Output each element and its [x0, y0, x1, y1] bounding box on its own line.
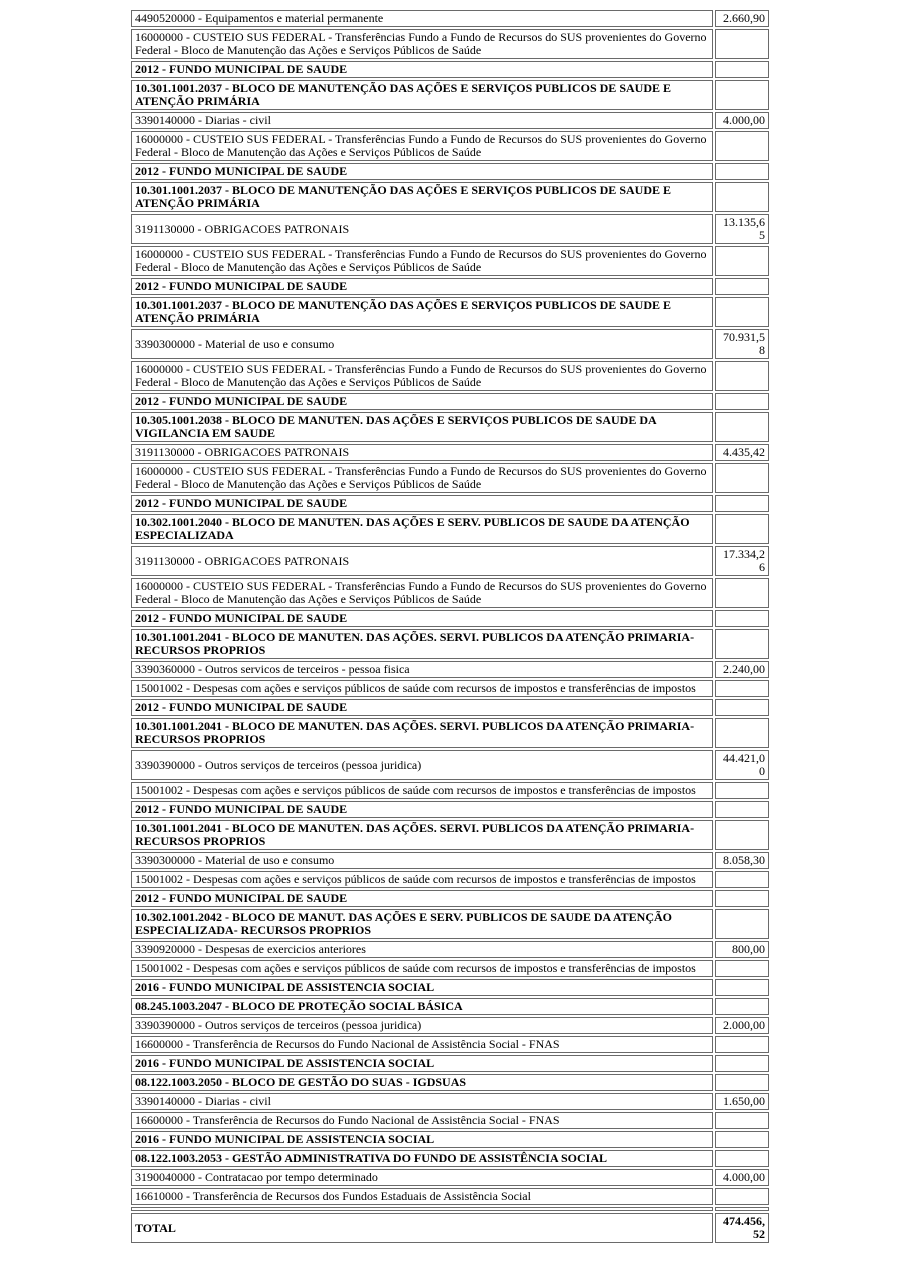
expense-description: 4490520000 - Equipamentos e material permanente [131, 10, 713, 27]
fund-header-description: 2012 - FUNDO MUNICIPAL DE SAUDE [131, 610, 713, 627]
expense-value: 4.000,00 [715, 112, 769, 129]
fund-header-value [715, 163, 769, 180]
funding-source-value [715, 1188, 769, 1205]
expense-value: 2.240,00 [715, 661, 769, 678]
fund-header-value [715, 699, 769, 716]
program-header-value [715, 718, 769, 748]
expense-row [131, 444, 769, 461]
expense-description: 3191130000 - OBRIGACOES PATRONAIS [131, 214, 713, 244]
program-header-row [131, 1150, 769, 1167]
funding-source-description: 15001002 - Despesas com ações e serviços públicos de saúde com recursos de impostos e transferências de impostos [131, 680, 713, 697]
funding-source-description: 16000000 - CUSTEIO SUS FEDERAL - Transferências Fundo a Fundo de Recursos do SUS provenientes do Governo Federal - Bloco de Manutenção das Ações e Serviços Públicos de Saúde [131, 246, 713, 276]
program-header-description: 10.301.1001.2037 - BLOCO DE MANUTENÇÃO DAS AÇÕES E SERVIÇOS PUBLICOS DE SAUDE E ATENÇÃO PRIMÁRIA [131, 182, 713, 212]
expense-value: 800,00 [715, 941, 769, 958]
expense-description: 3390140000 - Diarias - civil [131, 112, 713, 129]
fund-header-value [715, 890, 769, 907]
fund-header-description: 2012 - FUNDO MUNICIPAL DE SAUDE [131, 495, 713, 512]
expense-description: 3390360000 - Outros servicos de terceiros - pessoa fisica [131, 661, 713, 678]
fund-header-row [131, 699, 769, 716]
funding-source-value [715, 578, 769, 608]
fund-header-value [715, 1131, 769, 1148]
expense-value: 2.660,90 [715, 10, 769, 27]
program-header-description: 10.302.1001.2042 - BLOCO DE MANUT. DAS AÇÕES E SERV. PUBLICOS DE SAUDE DA ATENÇÃO ESPECIALIZADA- RECURSOS PROPRIOS [131, 909, 713, 939]
expense-row [131, 329, 769, 359]
total-label: TOTAL [131, 1213, 713, 1243]
funding-source-value [715, 131, 769, 161]
fund-header-value [715, 801, 769, 818]
fund-header-row [131, 1055, 769, 1072]
expense-value: 4.435,42 [715, 444, 769, 461]
funding-source-row [131, 960, 769, 977]
fund-header-row [131, 278, 769, 295]
fund-header-description: 2012 - FUNDO MUNICIPAL DE SAUDE [131, 801, 713, 818]
expense-row [131, 941, 769, 958]
funding-source-row [131, 1112, 769, 1129]
funding-source-description: 16600000 - Transferência de Recursos do Fundo Nacional de Assistência Social - FNAS [131, 1112, 713, 1129]
program-header-row [131, 514, 769, 544]
program-header-value [715, 297, 769, 327]
expense-value: 4.000,00 [715, 1169, 769, 1186]
program-header-row [131, 1074, 769, 1091]
funding-source-description: 15001002 - Despesas com ações e serviços públicos de saúde com recursos de impostos e transferências de impostos [131, 871, 713, 888]
fund-header-row [131, 801, 769, 818]
expense-description: 3190040000 - Contratacao por tempo determinado [131, 1169, 713, 1186]
program-header-value [715, 1074, 769, 1091]
expense-row [131, 750, 769, 780]
total-value: 474.456,52 [715, 1213, 769, 1243]
expense-row [131, 112, 769, 129]
expense-value: 44.421,00 [715, 750, 769, 780]
expense-value: 2.000,00 [715, 1017, 769, 1034]
program-header-row [131, 998, 769, 1015]
fund-header-row [131, 495, 769, 512]
budget-report-table [129, 8, 771, 1245]
funding-source-description: 16000000 - CUSTEIO SUS FEDERAL - Transferências Fundo a Fundo de Recursos do SUS provenientes do Governo Federal - Bloco de Manutenção das Ações e Serviços Públicos de Saúde [131, 463, 713, 493]
program-header-description: 10.301.1001.2037 - BLOCO DE MANUTENÇÃO DAS AÇÕES E SERVIÇOS PUBLICOS DE SAUDE E ATENÇÃO PRIMÁRIA [131, 80, 713, 110]
fund-header-value [715, 278, 769, 295]
fund-header-row [131, 393, 769, 410]
program-header-value [715, 909, 769, 939]
funding-source-value [715, 246, 769, 276]
fund-header-description: 2012 - FUNDO MUNICIPAL DE SAUDE [131, 163, 713, 180]
funding-source-row [131, 29, 769, 59]
funding-source-description: 16610000 - Transferência de Recursos dos Fundos Estaduais de Assistência Social [131, 1188, 713, 1205]
funding-source-row [131, 361, 769, 391]
fund-header-row [131, 163, 769, 180]
program-header-row [131, 412, 769, 442]
expense-value: 13.135,65 [715, 214, 769, 244]
expense-description: 3390300000 - Material de uso e consumo [131, 852, 713, 869]
funding-source-row [131, 782, 769, 799]
program-header-value [715, 820, 769, 850]
funding-source-row [131, 1036, 769, 1053]
program-header-row [131, 820, 769, 850]
program-header-row [131, 297, 769, 327]
program-header-row [131, 80, 769, 110]
expense-description: 3390390000 - Outros serviços de terceiros (pessoa juridica) [131, 750, 713, 780]
total-row [131, 1213, 769, 1243]
program-header-value [715, 629, 769, 659]
spacer-row [131, 1207, 769, 1211]
expense-row [131, 852, 769, 869]
expense-description: 3390140000 - Diarias - civil [131, 1093, 713, 1110]
funding-source-value [715, 1036, 769, 1053]
program-header-row [131, 718, 769, 748]
program-header-value [715, 514, 769, 544]
funding-source-description: 16000000 - CUSTEIO SUS FEDERAL - Transferências Fundo a Fundo de Recursos do SUS provenientes do Governo Federal - Bloco de Manutenção das Ações e Serviços Públicos de Saúde [131, 361, 713, 391]
funding-source-description: 16600000 - Transferência de Recursos do Fundo Nacional de Assistência Social - FNAS [131, 1036, 713, 1053]
program-header-value [715, 412, 769, 442]
funding-source-description: 15001002 - Despesas com ações e serviços públicos de saúde com recursos de impostos e transferências de impostos [131, 960, 713, 977]
fund-header-description: 2012 - FUNDO MUNICIPAL DE SAUDE [131, 699, 713, 716]
program-header-description: 08.122.1003.2053 - GESTÃO ADMINISTRATIVA DO FUNDO DE ASSISTÊNCIA SOCIAL [131, 1150, 713, 1167]
fund-header-description: 2016 - FUNDO MUNICIPAL DE ASSISTENCIA SOCIAL [131, 1131, 713, 1148]
fund-header-value [715, 393, 769, 410]
program-header-row [131, 182, 769, 212]
expense-row [131, 214, 769, 244]
program-header-description: 08.245.1003.2047 - BLOCO DE PROTEÇÃO SOCIAL BÁSICA [131, 998, 713, 1015]
fund-header-description: 2016 - FUNDO MUNICIPAL DE ASSISTENCIA SOCIAL [131, 1055, 713, 1072]
fund-header-description: 2012 - FUNDO MUNICIPAL DE SAUDE [131, 61, 713, 78]
funding-source-description: 15001002 - Despesas com ações e serviços públicos de saúde com recursos de impostos e transferências de impostos [131, 782, 713, 799]
fund-header-description: 2012 - FUNDO MUNICIPAL DE SAUDE [131, 278, 713, 295]
expense-description: 3390300000 - Material de uso e consumo [131, 329, 713, 359]
program-header-description: 10.301.1001.2041 - BLOCO DE MANUTEN. DAS AÇÕES. SERVI. PUBLICOS DA ATENÇÃO PRIMARIA- RECURSOS PROPRIOS [131, 629, 713, 659]
expense-value: 8.058,30 [715, 852, 769, 869]
funding-source-row [131, 871, 769, 888]
funding-source-value [715, 361, 769, 391]
program-header-description: 10.302.1001.2040 - BLOCO DE MANUTEN. DAS AÇÕES E SERV. PUBLICOS DE SAUDE DA ATENÇÃO ESPECIALIZADA [131, 514, 713, 544]
funding-source-description: 16000000 - CUSTEIO SUS FEDERAL - Transferências Fundo a Fundo de Recursos do SUS provenientes do Governo Federal - Bloco de Manutenção das Ações e Serviços Públicos de Saúde [131, 29, 713, 59]
fund-header-description: 2012 - FUNDO MUNICIPAL DE SAUDE [131, 393, 713, 410]
fund-header-row [131, 61, 769, 78]
funding-source-description: 16000000 - CUSTEIO SUS FEDERAL - Transferências Fundo a Fundo de Recursos do SUS provenientes do Governo Federal - Bloco de Manutenção das Ações e Serviços Públicos de Saúde [131, 578, 713, 608]
program-header-row [131, 909, 769, 939]
funding-source-row [131, 680, 769, 697]
funding-source-value [715, 871, 769, 888]
program-header-description: 10.301.1001.2041 - BLOCO DE MANUTEN. DAS AÇÕES. SERVI. PUBLICOS DA ATENÇÃO PRIMARIA- RECURSOS PROPRIOS [131, 820, 713, 850]
program-header-description: 10.301.1001.2041 - BLOCO DE MANUTEN. DAS AÇÕES. SERVI. PUBLICOS DA ATENÇÃO PRIMARIA- RECURSOS PROPRIOS [131, 718, 713, 748]
program-header-row [131, 629, 769, 659]
program-header-description: 10.301.1001.2037 - BLOCO DE MANUTENÇÃO DAS AÇÕES E SERVIÇOS PUBLICOS DE SAUDE E ATENÇÃO PRIMÁRIA [131, 297, 713, 327]
program-header-value [715, 182, 769, 212]
fund-header-value [715, 610, 769, 627]
spacer-cell [715, 1207, 769, 1211]
program-header-description: 08.122.1003.2050 - BLOCO DE GESTÃO DO SUAS - IGDSUAS [131, 1074, 713, 1091]
funding-source-row [131, 463, 769, 493]
spacer-cell [131, 1207, 713, 1211]
fund-header-description: 2016 - FUNDO MUNICIPAL DE ASSISTENCIA SOCIAL [131, 979, 713, 996]
funding-source-row [131, 1188, 769, 1205]
fund-header-row [131, 1131, 769, 1148]
program-header-value [715, 1150, 769, 1167]
funding-source-row [131, 246, 769, 276]
expense-value: 1.650,00 [715, 1093, 769, 1110]
expense-value: 70.931,58 [715, 329, 769, 359]
fund-header-value [715, 495, 769, 512]
fund-header-value [715, 1055, 769, 1072]
funding-source-row [131, 578, 769, 608]
expense-row [131, 1169, 769, 1186]
expense-description: 3390920000 - Despesas de exercicios anteriores [131, 941, 713, 958]
funding-source-value [715, 463, 769, 493]
program-header-value [715, 80, 769, 110]
funding-source-value [715, 29, 769, 59]
expense-value: 17.334,26 [715, 546, 769, 576]
fund-header-row [131, 979, 769, 996]
expense-description: 3191130000 - OBRIGACOES PATRONAIS [131, 444, 713, 461]
fund-header-description: 2012 - FUNDO MUNICIPAL DE SAUDE [131, 890, 713, 907]
funding-source-value [715, 680, 769, 697]
funding-source-row [131, 131, 769, 161]
expense-row [131, 546, 769, 576]
expense-description: 3191130000 - OBRIGACOES PATRONAIS [131, 546, 713, 576]
funding-source-description: 16000000 - CUSTEIO SUS FEDERAL - Transferências Fundo a Fundo de Recursos do SUS provenientes do Governo Federal - Bloco de Manutenção das Ações e Serviços Públicos de Saúde [131, 131, 713, 161]
expense-row [131, 10, 769, 27]
expense-row [131, 1017, 769, 1034]
fund-header-row [131, 610, 769, 627]
program-header-value [715, 998, 769, 1015]
fund-header-row [131, 890, 769, 907]
fund-header-value [715, 979, 769, 996]
funding-source-value [715, 1112, 769, 1129]
expense-row [131, 1093, 769, 1110]
expense-description: 3390390000 - Outros serviços de terceiros (pessoa juridica) [131, 1017, 713, 1034]
fund-header-value [715, 61, 769, 78]
program-header-description: 10.305.1001.2038 - BLOCO DE MANUTEN. DAS AÇÕES E SERVIÇOS PUBLICOS DE SAUDE DA VIGILANCIA EM SAUDE [131, 412, 713, 442]
funding-source-value [715, 782, 769, 799]
funding-source-value [715, 960, 769, 977]
expense-row [131, 661, 769, 678]
